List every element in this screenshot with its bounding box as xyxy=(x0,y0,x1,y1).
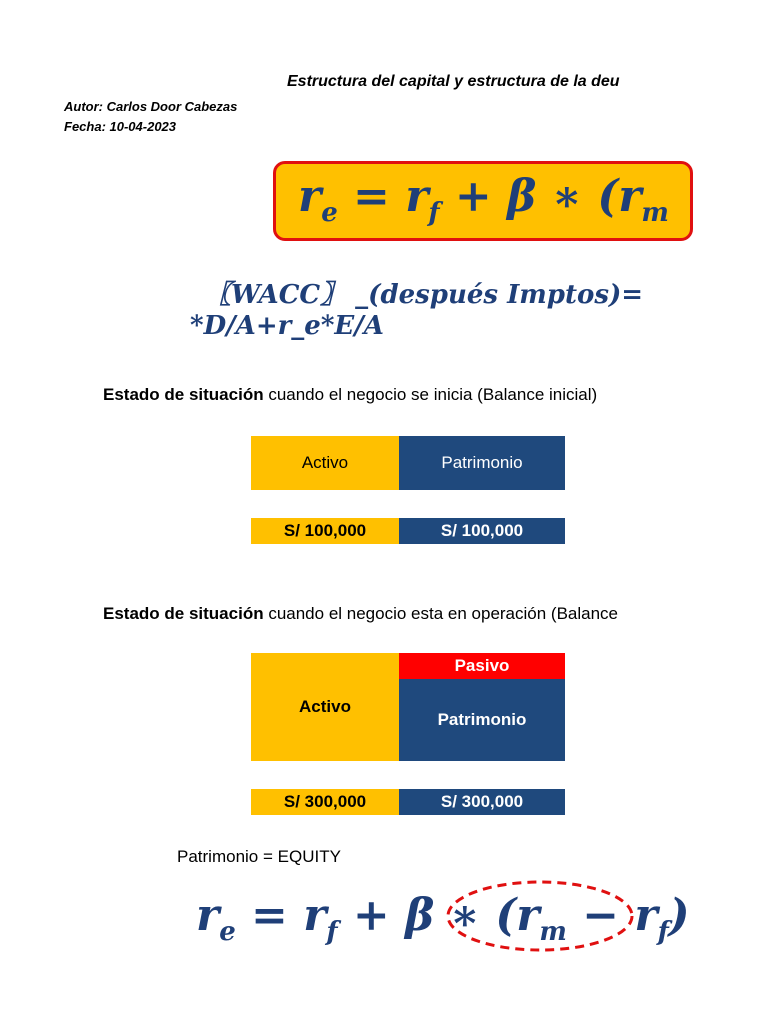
section2-heading-rest: cuando el negocio esta en operación (Balance xyxy=(263,604,619,623)
section2-heading-bold: Estado de situación xyxy=(103,604,264,623)
wacc-formula-line2: *D/A+r_e*E/A xyxy=(190,311,384,341)
capm-formula-top: $r_e = r_f + \beta$ ∗ ($r_m$ xyxy=(298,171,669,228)
balance2-pasivo-cell: Pasivo xyxy=(399,653,565,679)
balance1-activo-cell: Activo xyxy=(251,436,399,490)
section1-heading xyxy=(103,385,597,405)
balance2-patrimonio-cell: Patrimonio xyxy=(399,679,565,761)
date-line: Fecha: 10-04-2023 xyxy=(64,119,177,134)
highlight-dashed-ellipse xyxy=(440,876,640,956)
balance2-activo-value: S/ 300,000 xyxy=(251,789,399,815)
balance2-patrimonio-value: S/ 300,000 xyxy=(399,789,565,815)
capm-formula-bottom: $r_e = r_f + \beta$ ∗ $(r_m - r_f)$ xyxy=(196,890,690,947)
section2-heading xyxy=(103,604,618,624)
document-title: Estructura del capital y estructura de la deu xyxy=(287,73,620,90)
balance1-patrimonio-value: S/ 100,000 xyxy=(399,518,565,544)
balance1-activo-value: S/ 100,000 xyxy=(251,518,399,544)
section1-heading-bold: Estado de situación xyxy=(103,385,264,404)
author-line: Autor: Carlos Door Cabezas xyxy=(64,99,238,114)
balance2-activo-cell: Activo xyxy=(251,653,399,761)
equity-note: Patrimonio = EQUITY xyxy=(177,847,341,866)
wacc-formula-line1: 〖WACC〗 _(después Imptos)= xyxy=(205,280,644,310)
balance1-patrimonio-cell: Patrimonio xyxy=(399,436,565,490)
section1-heading-rest: cuando el negocio se inicia (Balance inicial) xyxy=(263,385,598,404)
